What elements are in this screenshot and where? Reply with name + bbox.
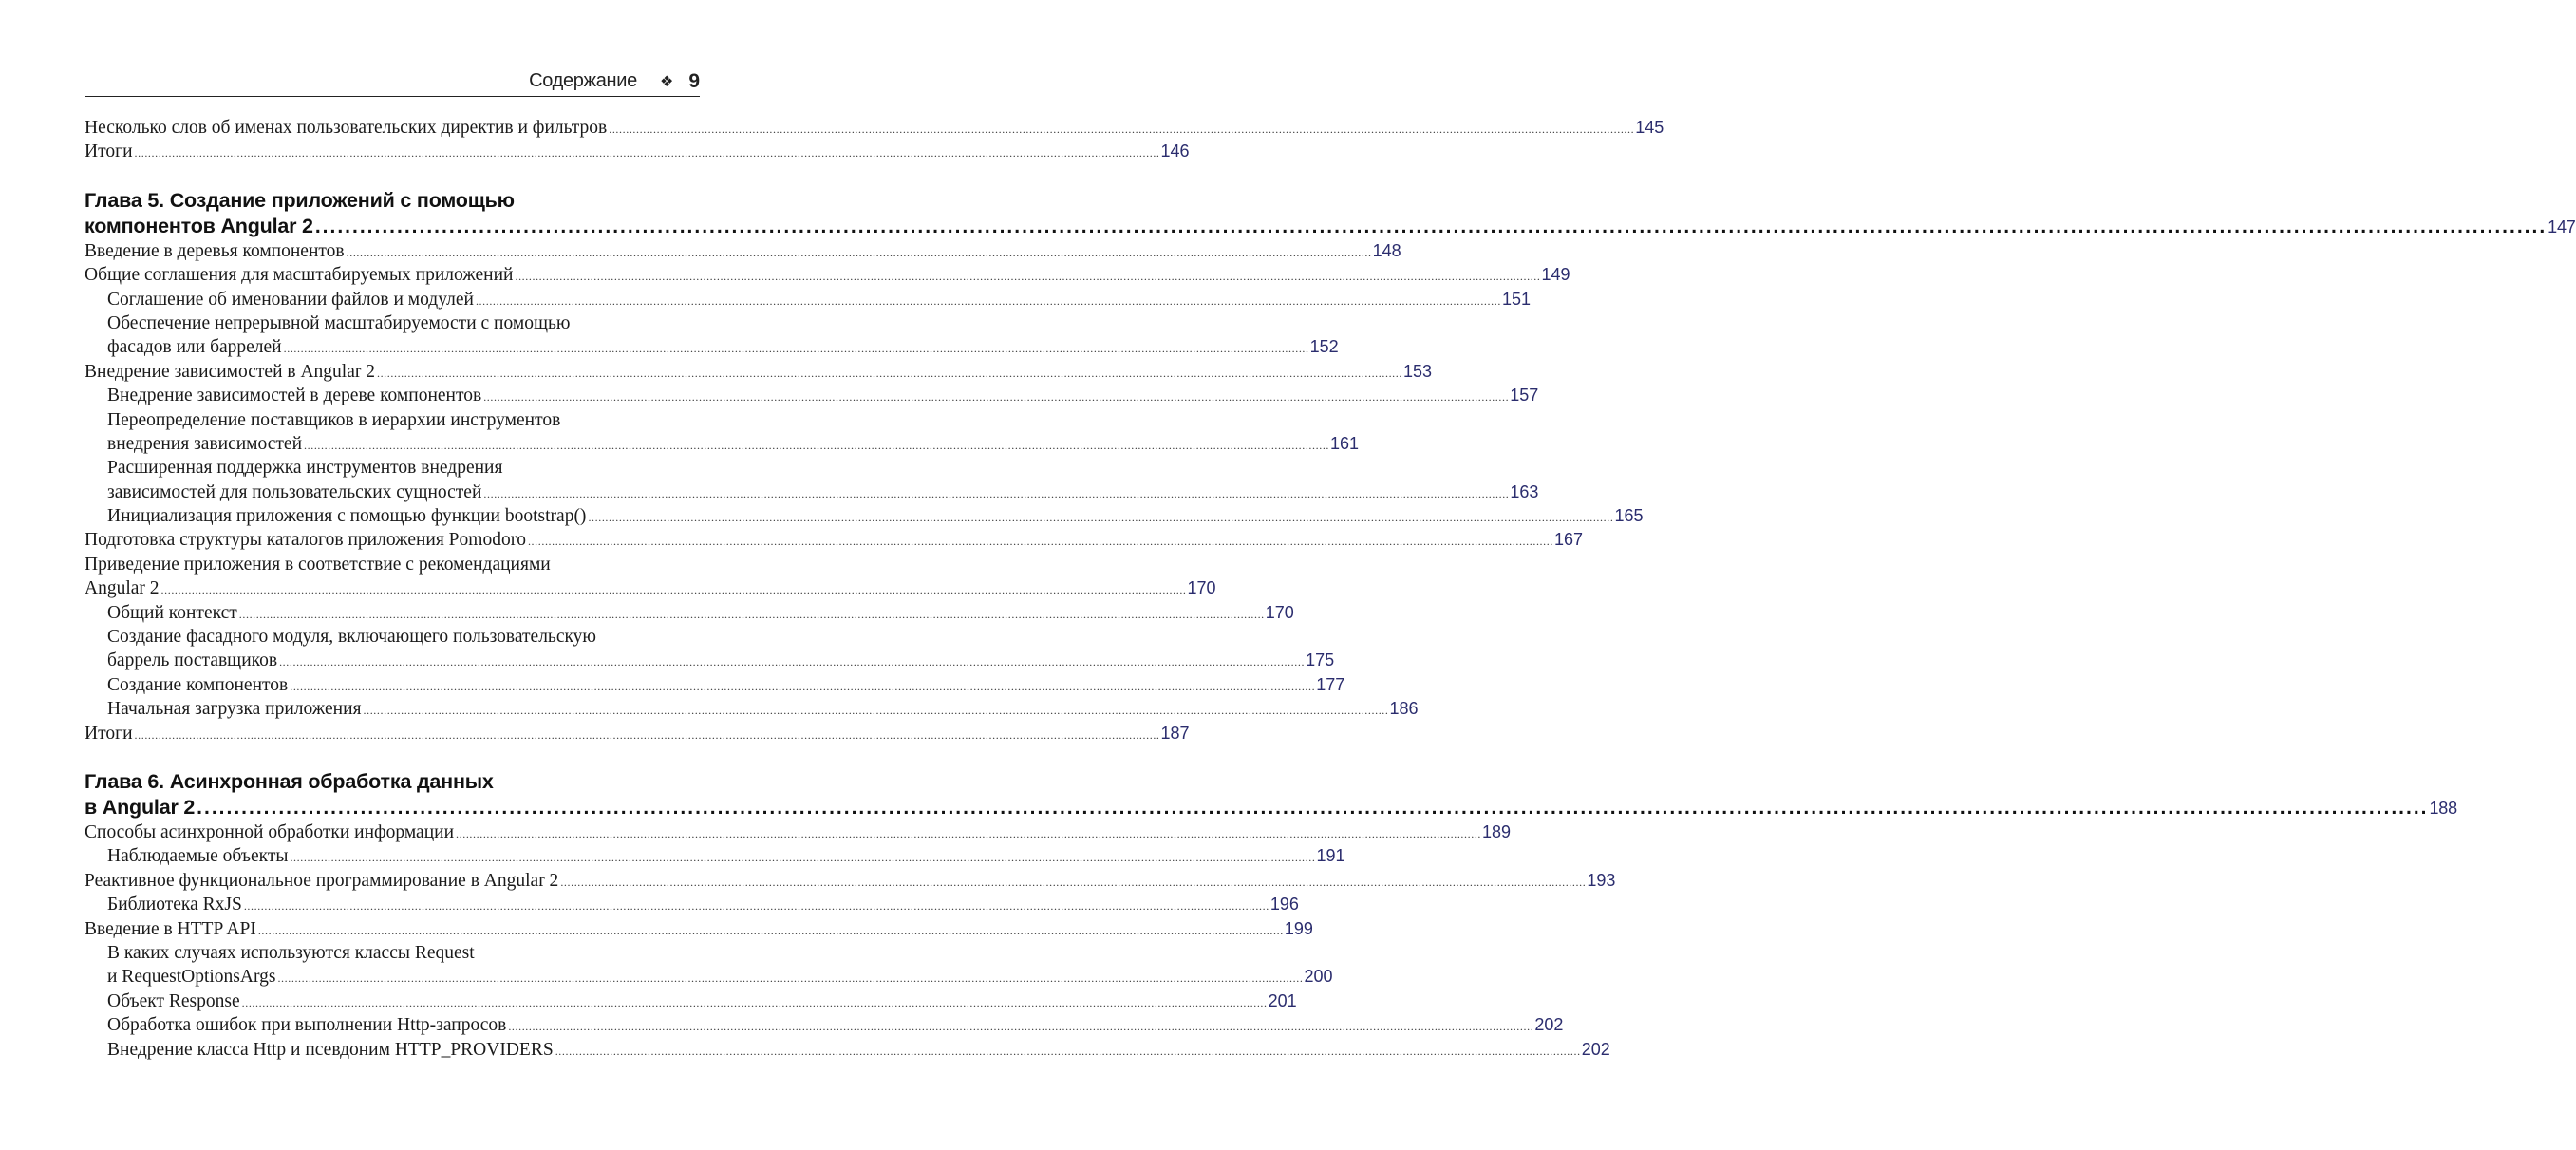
entry-title: фасадов или баррелей <box>107 337 282 358</box>
page-ref[interactable]: 193 <box>1587 870 1616 890</box>
dot-leader: ............................................................................................................................................................................................................................................................................................................ <box>527 535 1553 549</box>
dot-leader: ............................................................................................................................................................................................................................................................................................................ <box>257 923 1284 937</box>
entry-title: Введение в деревья компонентов <box>85 240 345 261</box>
toc-line <box>85 384 1539 407</box>
toc-chapter[interactable] <box>85 188 2576 239</box>
toc-entry[interactable] <box>85 408 1360 457</box>
entry-title: Наблюдаемые объекты <box>107 846 289 867</box>
entry-title: Приведение приложения в соответствие с рекомендациями <box>85 554 551 575</box>
dot-leader: ............................................................................................................................................................................................................................................................................................................ <box>243 899 1269 914</box>
toc-line <box>85 335 1339 359</box>
toc-line <box>85 456 700 480</box>
toc-entry[interactable] <box>85 1013 1564 1037</box>
dot-leader: ............................................................................................................................................................................................................................................................................................................ <box>134 727 1160 742</box>
entry-title: Итоги <box>85 723 133 744</box>
dot-leader: ............................................................................................................................................................................................................................................................................................................ <box>555 1044 1581 1058</box>
page-ref[interactable]: 202 <box>1581 1039 1610 1059</box>
toc-entry[interactable] <box>85 239 1401 263</box>
dot-leader: ............................................................................................................................................................................................................................................................................................................ <box>508 1020 1534 1034</box>
toc-line <box>85 140 1190 163</box>
dot-leader: ............................................................................................................................................................................................................................................................................................................ <box>290 679 1316 693</box>
page-ref[interactable]: 186 <box>1389 699 1419 719</box>
entry-title: Способы асинхронной обработки информации <box>85 821 455 842</box>
toc-entry[interactable] <box>85 456 1539 504</box>
toc-line <box>85 625 700 649</box>
toc-line <box>85 601 1294 625</box>
toc-line <box>85 116 1664 140</box>
toc-line <box>85 481 1539 504</box>
page-ref[interactable]: 148 <box>1372 240 1401 260</box>
toc-entry[interactable] <box>85 384 1539 407</box>
entry-title: Расширенная поддержка инструментов внедрения <box>107 458 503 479</box>
toc-line <box>85 360 1433 384</box>
toc-entry[interactable] <box>85 844 1345 868</box>
page-ref[interactable]: 153 <box>1402 361 1433 381</box>
toc-entry[interactable] <box>85 893 1299 916</box>
page-ref[interactable]: 165 <box>1614 506 1644 526</box>
toc-line <box>85 504 1644 528</box>
entry-title: Создание компонентов <box>107 674 289 695</box>
toc-line <box>85 795 2457 820</box>
toc-entry[interactable] <box>85 553 1216 601</box>
toc-entry[interactable] <box>85 504 1644 528</box>
toc-entry[interactable] <box>85 288 1531 311</box>
dot-leader: ............................................................................................................................................................................................................................................................................................................ <box>346 245 1372 259</box>
entry-title: Общий контекст <box>107 602 237 623</box>
toc-line <box>85 820 1512 844</box>
toc-entry[interactable] <box>85 140 1190 163</box>
page-ref[interactable]: 145 <box>1635 118 1664 137</box>
entry-title: и RequestOptionsArgs <box>107 967 276 988</box>
chapter-title: в Angular 2 <box>85 795 196 819</box>
toc-line <box>85 917 1313 941</box>
entry-title: внедрения зависимостей <box>107 433 303 454</box>
entry-title: Внедрение класса Http и псевдоним HTTP_PROVIDERS <box>107 1039 554 1060</box>
entry-title: Инициализация приложения с помощью функции bootstrap() <box>107 506 587 527</box>
dot-leader: ............................................................................................................................................................................................................................................................................................................ <box>475 293 1501 308</box>
dot-leader: ............................................................................................................................................................................................................................................................................................................ <box>238 607 1265 621</box>
page-ref[interactable]: 146 <box>1160 141 1190 161</box>
spacer <box>85 745 700 769</box>
page-ref[interactable]: 201 <box>1268 990 1297 1010</box>
toc-line <box>85 869 1616 893</box>
entry-title: Переопределение поставщиков в иерархии инструментов <box>107 409 561 430</box>
page-ref[interactable]: 163 <box>1510 481 1539 501</box>
toc-line <box>85 1038 1610 1062</box>
page-ref[interactable]: 167 <box>1553 530 1583 550</box>
page-ref[interactable]: 199 <box>1284 918 1313 938</box>
dot-leader: ............................................................................................................................................................................................................................................................................................................ <box>363 704 1389 718</box>
entry-title: Реактивное функциональное программирование в Angular 2 <box>85 870 559 891</box>
entry-title: Создание фасадного модуля, включающего пользовательскую <box>107 627 596 648</box>
chapter-title: Глава 5. Создание приложений с помощью <box>85 188 515 212</box>
toc-entry[interactable] <box>85 625 1335 673</box>
entry-title: Angular 2 <box>85 578 160 599</box>
dot-leader: ............................................................................................................................................................................................................................................................................................................ <box>483 486 1510 500</box>
toc-line <box>85 188 700 214</box>
page-ref[interactable]: 149 <box>1541 265 1570 285</box>
dot-leader: ............................................................................................................................................................................................................................................................................................................ <box>314 215 2548 237</box>
toc-line <box>85 311 700 335</box>
toc-line <box>85 553 700 576</box>
toc-entry[interactable] <box>85 311 1339 360</box>
page-ref[interactable]: 191 <box>1316 846 1345 866</box>
dot-leader: ............................................................................................................................................................................................................................................................................................................ <box>283 342 1309 356</box>
toc-entry[interactable] <box>85 697 1419 721</box>
toc-entry[interactable] <box>85 360 1433 384</box>
ornament-icon: ❖ <box>659 73 674 90</box>
dot-leader: ............................................................................................................................................................................................................................................................................................................ <box>290 851 1316 865</box>
entry-title: Подготовка структуры каталогов приложения Pomodoro <box>85 530 526 551</box>
toc-entry[interactable] <box>85 869 1616 893</box>
entry-title: Внедрение зависимостей в дереве компонентов <box>107 386 482 406</box>
entry-title: Начальная загрузка приложения <box>107 699 362 720</box>
dot-leader: ............................................................................................................................................................................................................................................................................................................ <box>376 366 1402 380</box>
running-header <box>85 66 700 97</box>
toc-line <box>85 528 1583 552</box>
toc-line <box>85 1013 1564 1037</box>
entry-title: Итоги <box>85 141 133 162</box>
entry-title: Соглашение об именовании файлов и модулей <box>107 289 474 310</box>
entry-title: В каких случаях используются классы Request <box>107 942 475 963</box>
entry-title: Внедрение зависимостей в Angular 2 <box>85 361 375 382</box>
entry-title: Общие соглашения для масштабируемых приложений <box>85 265 514 286</box>
toc-line <box>85 844 1345 868</box>
dot-leader: ............................................................................................................................................................................................................................................................................................................ <box>304 438 1330 452</box>
toc-line <box>85 239 1401 263</box>
entry-title: Объект Response <box>107 990 240 1011</box>
toc-line <box>85 990 1297 1013</box>
page-ref[interactable]: 151 <box>1501 289 1531 309</box>
page-ref[interactable]: 187 <box>1160 723 1190 743</box>
toc-entry[interactable] <box>85 941 1333 990</box>
toc-entry[interactable] <box>85 601 1294 625</box>
page-ref[interactable]: 189 <box>1482 821 1512 841</box>
running-header-title: Содержание <box>529 70 637 91</box>
toc-line <box>85 893 1299 916</box>
dot-leader: ............................................................................................................................................................................................................................................................................................................ <box>134 146 1160 160</box>
table-of-contents <box>85 116 2576 1062</box>
page-number: 9 <box>688 69 700 92</box>
entry-title: Обеспечение непрерывной масштабируемости с помощью <box>107 312 571 333</box>
toc-line <box>85 769 700 795</box>
page-ref[interactable]: 202 <box>1534 1015 1564 1035</box>
toc-line <box>85 408 700 432</box>
toc-entry[interactable] <box>85 820 1512 844</box>
toc-line <box>85 649 1335 672</box>
toc-chapter[interactable] <box>85 769 2457 820</box>
dot-leader: ............................................................................................................................................................................................................................................................................................................ <box>241 995 1268 1009</box>
chapter-title: Глава 6. Асинхронная обработка данных <box>85 769 494 793</box>
toc-line <box>85 722 1190 745</box>
toc-line <box>85 697 1419 721</box>
entry-title: Библиотека RxJS <box>107 895 242 915</box>
toc-entry[interactable] <box>85 263 1570 287</box>
entry-title: Несколько слов об именах пользовательских директив и фильтров <box>85 118 608 138</box>
page-ref[interactable]: 157 <box>1510 386 1539 405</box>
chapter-title: компонентов Angular 2 <box>85 214 313 237</box>
dot-leader: ............................................................................................................................................................................................................................................................................................................ <box>277 971 1304 986</box>
dot-leader: ............................................................................................................................................................................................................................................................................................................ <box>160 583 1187 597</box>
dot-leader: ............................................................................................................................................................................................................................................................................................................ <box>588 511 1614 525</box>
toc-line <box>85 965 1333 989</box>
toc-line <box>85 288 1531 311</box>
toc-entry[interactable] <box>85 990 1297 1013</box>
dot-leader: ............................................................................................................................................................................................................................................................................................................ <box>279 655 1306 669</box>
toc-entry[interactable] <box>85 528 1583 552</box>
toc-entry[interactable] <box>85 673 1345 697</box>
entry-title: зависимостей для пользовательских сущностей <box>107 481 482 502</box>
dot-leader: ............................................................................................................................................................................................................................................................................................................ <box>515 270 1541 284</box>
page-ref[interactable]: 200 <box>1304 967 1333 987</box>
spacer <box>85 164 700 188</box>
dot-leader: ............................................................................................................................................................................................................................................................................................................ <box>483 390 1510 405</box>
entry-title: баррель поставщиков <box>107 650 278 671</box>
entry-title: Обработка ошибок при выполнении Http-запросов <box>107 1015 507 1036</box>
page-ref[interactable]: 177 <box>1316 674 1345 694</box>
toc-line <box>85 941 700 965</box>
toc-entry[interactable] <box>85 917 1313 941</box>
page-ref[interactable]: 196 <box>1269 895 1299 914</box>
toc-entry[interactable] <box>85 116 1664 140</box>
page-ref[interactable]: 188 <box>2429 798 2457 818</box>
toc-entry[interactable] <box>85 1038 1610 1062</box>
page-ref[interactable]: 175 <box>1306 650 1335 670</box>
page-ref[interactable]: 161 <box>1330 433 1360 453</box>
page-ref[interactable]: 147 <box>2548 217 2576 236</box>
toc-line <box>85 576 1216 600</box>
page-ref[interactable]: 170 <box>1187 578 1216 598</box>
dot-leader: ............................................................................................................................................................................................................................................................................................................ <box>456 826 1482 840</box>
toc-line <box>85 214 2576 239</box>
toc-line <box>85 673 1345 697</box>
dot-leader: ............................................................................................................................................................................................................................................................................................................ <box>197 796 2429 819</box>
dot-leader: ............................................................................................................................................................................................................................................................................................................ <box>560 875 1587 889</box>
toc-entry[interactable] <box>85 722 1190 745</box>
dot-leader: ............................................................................................................................................................................................................................................................................................................ <box>609 123 1635 136</box>
page-ref[interactable]: 152 <box>1309 337 1339 357</box>
toc-line <box>85 263 1570 287</box>
entry-title: Введение в HTTP API <box>85 918 256 939</box>
toc-line <box>85 432 1360 456</box>
page-ref[interactable]: 170 <box>1265 602 1294 622</box>
